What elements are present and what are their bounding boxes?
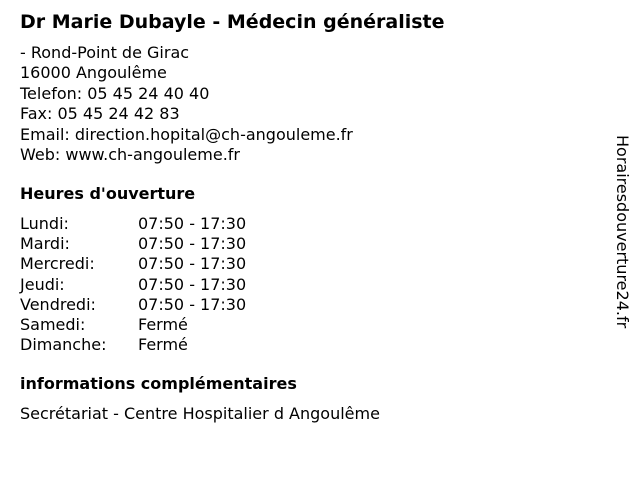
hours-row-friday bbox=[20, 295, 246, 315]
hours-row-tuesday bbox=[20, 234, 246, 254]
time-range: 07:50 - 17:30 bbox=[138, 234, 247, 254]
page-title: Dr Marie Dubayle - Médecin généraliste bbox=[20, 11, 445, 33]
site-watermark: Horairesdouverture24.fr bbox=[613, 135, 632, 329]
time-range: 07:50 - 17:30 bbox=[138, 214, 247, 233]
hours-row-saturday bbox=[20, 315, 246, 335]
hours-row-monday bbox=[20, 214, 246, 234]
info-text: Secrétariat - Centre Hospitalier d Angoulême bbox=[20, 404, 380, 423]
address-street: - Rond-Point de Girac bbox=[20, 43, 190, 62]
contact-block bbox=[20, 43, 353, 165]
website: Web: www.ch-angouleme.fr bbox=[20, 145, 240, 165]
day-label: Dimanche: bbox=[20, 335, 107, 355]
day-label: Lundi: bbox=[20, 214, 69, 233]
time-range: Fermé bbox=[138, 335, 188, 355]
hours-heading: Heures d'ouverture bbox=[20, 184, 196, 203]
hours-row-sunday bbox=[20, 335, 246, 355]
day-label: Mercredi: bbox=[20, 254, 95, 274]
time-range: 07:50 - 17:30 bbox=[138, 294, 247, 314]
time-range: 07:50 - 17:30 bbox=[138, 254, 247, 274]
phone-number: Telefon: 05 45 24 40 40 bbox=[20, 83, 210, 103]
time-range: 07:50 - 17:30 bbox=[138, 274, 247, 294]
address-city: 16000 Angoulême bbox=[20, 63, 167, 83]
day-label: Mardi: bbox=[20, 234, 70, 254]
hours-row-thursday bbox=[20, 275, 246, 295]
time-range: Fermé bbox=[138, 315, 188, 335]
hours-row-wednesday bbox=[20, 254, 246, 274]
day-label: Samedi: bbox=[20, 315, 86, 335]
day-label: Jeudi: bbox=[20, 274, 65, 294]
fax-number: Fax: 05 45 24 42 83 bbox=[20, 104, 180, 124]
info-heading: informations complémentaires bbox=[20, 374, 297, 393]
opening-hours-list bbox=[20, 214, 246, 355]
email-address: Email: direction.hopital@ch-angouleme.fr bbox=[20, 124, 353, 144]
day-label: Vendredi: bbox=[20, 294, 96, 314]
